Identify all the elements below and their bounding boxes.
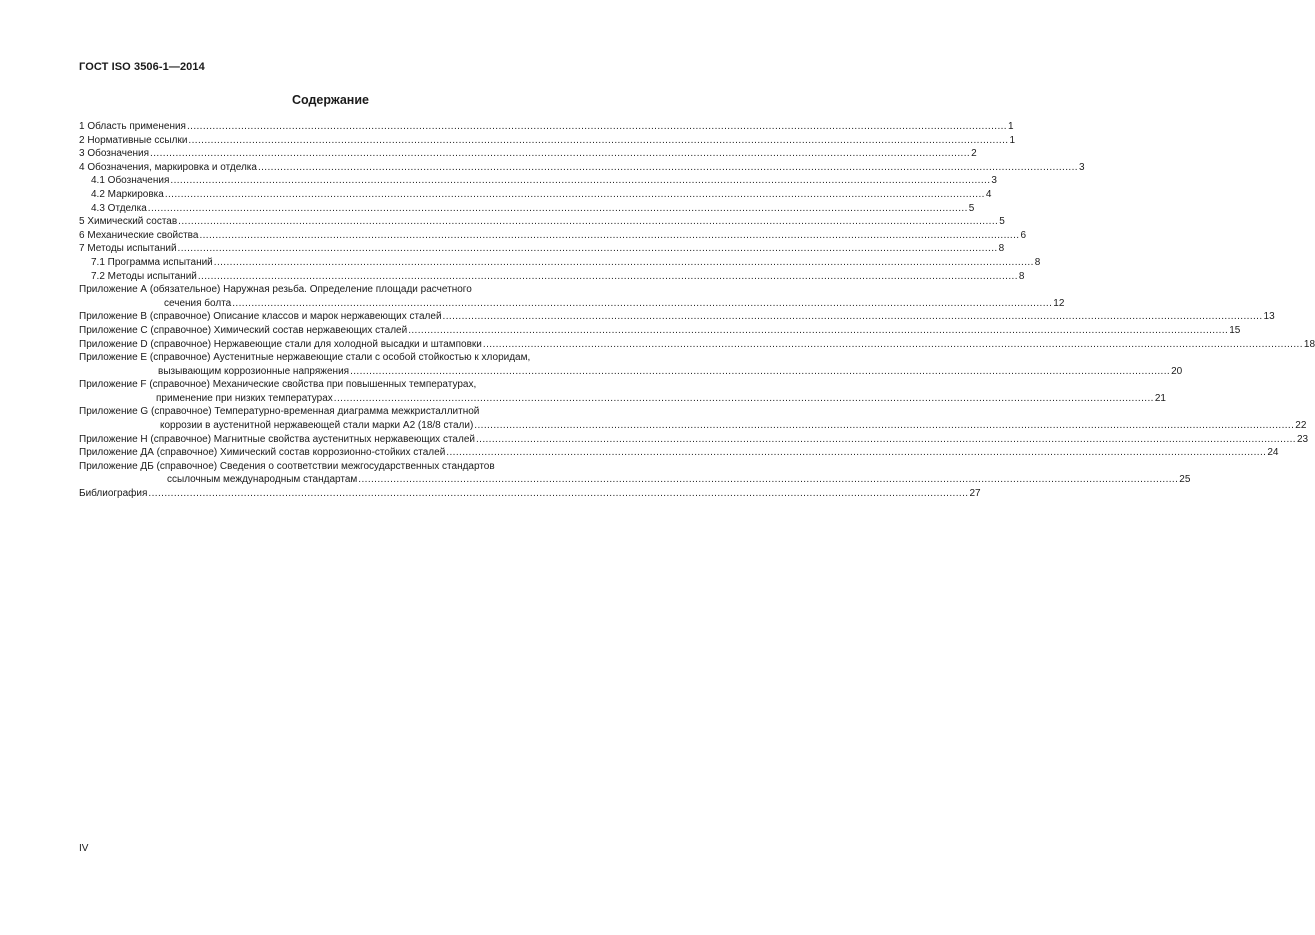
toc-entry-text: 3 Обозначения (79, 148, 150, 160)
dot-leader (148, 202, 968, 216)
toc-entry[interactable] (79, 433, 1309, 447)
toc-entry-text: 6 Механические свойства (79, 229, 199, 241)
toc-entry-text: Приложение D (справочное) Нержавеющие стали для холодной высадки и штамповки (79, 338, 482, 350)
toc-entry[interactable] (79, 487, 981, 501)
toc-page-number: 27 (969, 488, 981, 500)
toc-entry-continuation[interactable] (79, 473, 1191, 487)
table-of-contents (79, 120, 1315, 501)
toc-entry-text: 4.3 Отделка (91, 202, 147, 214)
toc-entry[interactable] (79, 310, 1275, 324)
toc-page-number: 20 (1171, 365, 1183, 377)
toc-page-number: 4 (985, 188, 992, 200)
toc-entry-continuation[interactable] (79, 392, 1166, 406)
toc-entry[interactable] (79, 134, 1015, 148)
dot-leader (446, 446, 1266, 460)
toc-entry-text: Приложение F (справочное) Механические свойства при повышенных температурах, (79, 379, 477, 391)
toc-entry-text: 1 Область применения (79, 121, 186, 132)
dot-leader (334, 392, 1154, 406)
toc-entry-first-line[interactable] (79, 405, 614, 419)
dot-leader (198, 270, 1018, 284)
toc-entry-text: Приложение Н (справочное) Магнитные свойства аустенитных нержавеющих сталей (79, 433, 475, 445)
toc-subentry[interactable] (79, 202, 975, 216)
toc-page-number: 13 (1263, 311, 1275, 323)
toc-page-number: 1 (1007, 121, 1014, 132)
toc-page-number: 2 (971, 148, 977, 160)
toc-page-number: 15 (1229, 324, 1241, 336)
toc-subentry[interactable] (79, 256, 1041, 270)
toc-page-number: 25 (1179, 474, 1191, 486)
toc-entry-text: Приложение А (обязательное) Наружная резьба. Определение площади расчетного (79, 284, 472, 296)
toc-entry-text: Приложение С (справочное) Химический состав нержавеющих сталей (79, 324, 408, 336)
toc-entry-text: 4.1 Обозначения (91, 175, 170, 187)
toc-entry-text: Приложение Е (справочное) Аустенитные нержавеющие стали с особой стойкостью к хлоридам, (79, 352, 531, 364)
page-title: Содержание (291, 93, 369, 107)
toc-entry-continuation[interactable] (79, 297, 1065, 311)
toc-entry-text: ссылочным международным стандартам (167, 474, 358, 486)
toc-entry[interactable] (79, 161, 1085, 175)
toc-entry[interactable] (79, 229, 1027, 243)
toc-entry-text: Приложение G (справочное) Температурно-временная диаграмма межкристаллитной (79, 406, 480, 418)
toc-page-number: 18 (1303, 338, 1315, 350)
dot-leader (150, 147, 970, 161)
toc-entry[interactable] (79, 324, 1241, 338)
dot-leader (199, 229, 1019, 243)
toc-entry[interactable] (79, 120, 1014, 134)
toc-page-number: 12 (1053, 297, 1065, 309)
dot-leader (148, 487, 968, 501)
toc-entry-continuation[interactable] (79, 365, 1183, 379)
toc-page-number: 3 (991, 175, 997, 187)
dot-leader (350, 365, 1170, 379)
document-code: ГОСТ ISO 3506-1—2014 (79, 61, 205, 73)
toc-page-number: 24 (1267, 447, 1279, 459)
dot-leader (232, 297, 1052, 311)
toc-entry-text: сечения болта (164, 297, 232, 309)
dot-leader (443, 310, 1263, 324)
toc-page-number: 8 (1018, 270, 1025, 282)
toc-entry-text: применение при низких температурах (156, 392, 333, 404)
dot-leader (358, 473, 1178, 487)
toc-page-number: 1 (1009, 134, 1015, 146)
toc-entry-text: 2 Нормативные ссылки (79, 134, 188, 146)
toc-entry[interactable] (79, 446, 1279, 460)
dot-leader (178, 215, 998, 229)
toc-entry-first-line[interactable] (79, 351, 614, 365)
toc-page-number: 5 (999, 216, 1005, 228)
dot-leader (474, 419, 1294, 433)
page-number: IV (79, 843, 89, 854)
dot-leader (178, 242, 998, 256)
toc-subentry[interactable] (79, 174, 997, 188)
toc-page-number: 3 (1078, 161, 1085, 173)
dot-leader (165, 188, 985, 202)
toc-entry[interactable] (79, 242, 1005, 256)
toc-page-number: 8 (998, 243, 1005, 255)
dot-leader (214, 256, 1034, 270)
dot-leader (187, 120, 1007, 134)
toc-entry-text: 4 Обозначения, маркировка и отделка (79, 161, 257, 173)
dot-leader (188, 134, 1008, 148)
toc-entry-text: Приложение В (справочное) Описание классов и марок нержавеющих сталей (79, 311, 442, 323)
toc-entry[interactable] (79, 338, 1315, 352)
toc-entry-text: 5 Химический состав (79, 216, 178, 228)
toc-entry-text: Приложение ДБ (справочное) Сведения о соответствии межгосударственных стандартов (79, 460, 495, 472)
toc-entry-text: 4.2 Маркировка (91, 188, 164, 200)
toc-entry-text: вызывающим коррозионные напряжения (158, 365, 350, 377)
dot-leader (408, 324, 1228, 338)
toc-entry-text: Библиография (79, 488, 148, 500)
toc-entry[interactable] (79, 147, 977, 161)
toc-page-number: 6 (1020, 229, 1027, 241)
toc-page-number: 21 (1154, 392, 1166, 404)
toc-entry-text: 7.1 Программа испытаний (91, 256, 213, 268)
dot-leader (170, 174, 990, 188)
dot-leader (483, 338, 1303, 352)
dot-leader (258, 161, 1078, 175)
toc-subentry[interactable] (79, 270, 1025, 284)
toc-entry-first-line[interactable] (79, 460, 614, 474)
toc-page-number: 8 (1034, 256, 1041, 268)
dot-leader (476, 433, 1296, 447)
toc-entry-text: Приложение ДА (справочное) Химический состав коррозионно-стойких сталей (79, 447, 446, 459)
toc-entry[interactable] (79, 215, 1005, 229)
toc-entry-first-line[interactable] (79, 378, 614, 392)
toc-entry-first-line[interactable] (79, 283, 614, 297)
toc-entry-text: 7 Методы испытаний (79, 243, 177, 255)
toc-page-number: 23 (1296, 433, 1309, 445)
toc-page-number: 22 (1295, 420, 1307, 432)
toc-entry-text: коррозии в аустенитной нержавеющей стали марки А2 (18/8 стали) (160, 420, 474, 432)
toc-entry-continuation[interactable] (79, 419, 1307, 433)
toc-page-number: 5 (968, 202, 975, 214)
toc-entry-text: 7.2 Методы испытаний (91, 270, 197, 282)
toc-subentry[interactable] (79, 188, 992, 202)
